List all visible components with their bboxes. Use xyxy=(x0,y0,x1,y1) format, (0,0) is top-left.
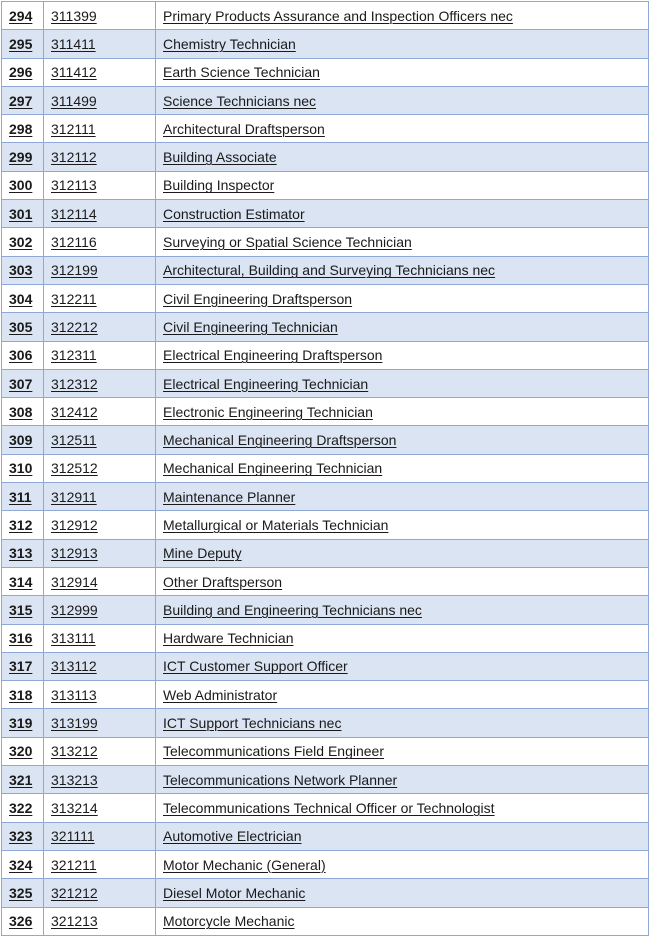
code-cell xyxy=(44,228,156,256)
occupation-title-link[interactable]: Motorcycle Mechanic xyxy=(163,913,295,930)
num-cell xyxy=(2,850,44,878)
code-cell xyxy=(44,171,156,199)
num-cell xyxy=(2,341,44,369)
code-cell xyxy=(44,30,156,58)
occupation-code-link[interactable]: 312212 xyxy=(51,318,98,335)
code-cell xyxy=(44,907,156,935)
title-cell xyxy=(156,58,649,86)
title-cell xyxy=(156,143,649,171)
occupation-code-link[interactable]: 313212 xyxy=(51,743,98,760)
title-cell xyxy=(156,850,649,878)
num-cell xyxy=(2,256,44,284)
title-cell xyxy=(156,567,649,595)
code-cell xyxy=(44,822,156,850)
occupation-table-body xyxy=(2,2,649,936)
row-number-link[interactable]: 309 xyxy=(9,432,33,449)
code-cell xyxy=(44,511,156,539)
row-number-link[interactable]: 317 xyxy=(9,658,33,675)
occupation-title-link[interactable]: Telecommunications Network Planner xyxy=(163,771,398,788)
row-number-link[interactable]: 297 xyxy=(9,92,33,109)
table-row xyxy=(2,483,649,511)
occupation-code-link[interactable]: 313113 xyxy=(51,686,97,703)
num-cell xyxy=(2,228,44,256)
num-cell xyxy=(2,907,44,935)
occupation-code-link[interactable]: 321111 xyxy=(51,828,95,845)
title-cell xyxy=(156,313,649,341)
occupation-code-link[interactable]: 321213 xyxy=(51,913,98,930)
occupation-code-link[interactable]: 312311 xyxy=(51,347,97,364)
table-row xyxy=(2,652,649,680)
num-cell xyxy=(2,58,44,86)
title-cell xyxy=(156,794,649,822)
row-number-link[interactable]: 318 xyxy=(9,686,33,703)
title-cell xyxy=(156,171,649,199)
code-cell xyxy=(44,369,156,397)
occupation-title-link[interactable]: Science Technicians nec xyxy=(163,92,317,109)
num-cell xyxy=(2,624,44,652)
table-row xyxy=(2,398,649,426)
num-cell xyxy=(2,369,44,397)
code-cell xyxy=(44,596,156,624)
code-cell xyxy=(44,624,156,652)
row-number-link[interactable]: 311 xyxy=(9,488,32,505)
title-cell xyxy=(156,454,649,482)
table-row xyxy=(2,426,649,454)
code-cell xyxy=(44,426,156,454)
row-number-link[interactable]: 325 xyxy=(9,884,33,901)
occupation-code-link[interactable]: 312199 xyxy=(51,262,98,279)
table-row xyxy=(2,228,649,256)
title-cell xyxy=(156,426,649,454)
row-number-link[interactable]: 316 xyxy=(9,630,33,647)
title-cell xyxy=(156,737,649,765)
num-cell xyxy=(2,709,44,737)
title-cell xyxy=(156,341,649,369)
code-cell xyxy=(44,341,156,369)
occupation-code-link[interactable]: 311411 xyxy=(51,35,96,52)
row-number-link[interactable]: 302 xyxy=(9,234,33,251)
occupation-title-link[interactable]: Web Administrator xyxy=(163,686,278,703)
code-cell xyxy=(44,2,156,30)
title-cell xyxy=(156,369,649,397)
row-number-link[interactable]: 310 xyxy=(9,460,33,477)
row-number-link[interactable]: 299 xyxy=(9,149,33,166)
title-cell xyxy=(156,511,649,539)
table-row xyxy=(2,143,649,171)
row-number-link[interactable]: 300 xyxy=(9,177,33,194)
title-cell xyxy=(156,398,649,426)
table-row xyxy=(2,341,649,369)
code-cell xyxy=(44,681,156,709)
table-row xyxy=(2,171,649,199)
occupation-code-link[interactable]: 312312 xyxy=(51,375,98,392)
table-row xyxy=(2,681,649,709)
occupation-code-link[interactable]: 311399 xyxy=(51,7,97,24)
occupation-code-link[interactable]: 312113 xyxy=(51,177,97,194)
row-number-link[interactable]: 304 xyxy=(9,290,33,307)
occupation-code-link[interactable]: 312512 xyxy=(51,460,98,477)
title-cell xyxy=(156,652,649,680)
num-cell xyxy=(2,822,44,850)
occupation-code-link[interactable]: 312912 xyxy=(51,516,98,533)
row-number-link[interactable]: 324 xyxy=(9,856,33,873)
row-number-link[interactable]: 326 xyxy=(9,913,33,930)
title-cell xyxy=(156,228,649,256)
table-row xyxy=(2,907,649,935)
code-cell xyxy=(44,398,156,426)
occupation-title-link[interactable]: Mechanical Engineering Technician xyxy=(163,460,383,477)
title-cell xyxy=(156,624,649,652)
num-cell xyxy=(2,313,44,341)
title-cell xyxy=(156,30,649,58)
row-number-link[interactable]: 307 xyxy=(9,375,33,392)
occupation-title-link[interactable]: Primary Products Assurance and Inspection Officers nec xyxy=(163,7,513,24)
occupation-code-link[interactable]: 313111 xyxy=(51,630,96,647)
row-number-link[interactable]: 312 xyxy=(9,516,33,533)
title-cell xyxy=(156,2,649,30)
occupation-title-link[interactable]: Metallurgical or Materials Technician xyxy=(163,516,389,533)
occupation-title-link[interactable]: Diesel Motor Mechanic xyxy=(163,884,306,901)
num-cell xyxy=(2,398,44,426)
table-row xyxy=(2,58,649,86)
row-number-link[interactable]: 320 xyxy=(9,743,33,760)
code-cell xyxy=(44,879,156,907)
occupation-code-link[interactable]: 312999 xyxy=(51,601,98,618)
title-cell xyxy=(156,907,649,935)
num-cell xyxy=(2,652,44,680)
row-number-link[interactable]: 306 xyxy=(9,347,33,364)
occupation-code-link[interactable]: 312116 xyxy=(51,234,97,251)
num-cell xyxy=(2,143,44,171)
occupation-title-link[interactable]: Automotive Electrician xyxy=(163,828,302,845)
occupation-code-link[interactable]: 312412 xyxy=(51,403,98,420)
num-cell xyxy=(2,567,44,595)
code-cell xyxy=(44,284,156,312)
title-cell xyxy=(156,284,649,312)
num-cell xyxy=(2,86,44,114)
row-number-link[interactable]: 295 xyxy=(9,35,33,52)
title-cell xyxy=(156,709,649,737)
occupation-title-link[interactable]: Architectural Draftsperson xyxy=(163,120,325,137)
title-cell xyxy=(156,822,649,850)
code-cell xyxy=(44,256,156,284)
num-cell xyxy=(2,171,44,199)
occupation-table xyxy=(1,1,649,936)
occupation-title-link[interactable]: Maintenance Planner xyxy=(163,488,296,505)
code-cell xyxy=(44,115,156,143)
table-row xyxy=(2,200,649,228)
occupation-title-link[interactable]: Earth Science Technician xyxy=(163,64,320,81)
code-cell xyxy=(44,652,156,680)
num-cell xyxy=(2,30,44,58)
occupation-title-link[interactable]: Building Inspector xyxy=(163,177,275,194)
table-row xyxy=(2,539,649,567)
table-row xyxy=(2,709,649,737)
occupation-title-link[interactable]: Building Associate xyxy=(163,149,277,166)
table-row xyxy=(2,850,649,878)
num-cell xyxy=(2,681,44,709)
row-number-link[interactable]: 313 xyxy=(9,545,33,562)
row-number-link[interactable]: 315 xyxy=(9,601,33,618)
occupation-title-link[interactable]: Building and Engineering Technicians nec xyxy=(163,601,422,618)
row-number-link[interactable]: 294 xyxy=(9,7,33,24)
occupation-title-link[interactable]: Electronic Engineering Technician xyxy=(163,403,373,420)
table-row xyxy=(2,454,649,482)
occupation-code-link[interactable]: 312114 xyxy=(51,205,97,222)
occupation-code-link[interactable]: 321212 xyxy=(51,884,98,901)
occupation-code-link[interactable]: 321211 xyxy=(51,856,97,873)
num-cell xyxy=(2,737,44,765)
row-number-link[interactable]: 321 xyxy=(9,771,33,788)
num-cell xyxy=(2,115,44,143)
occupation-code-link[interactable]: 313213 xyxy=(51,771,98,788)
num-cell xyxy=(2,596,44,624)
code-cell xyxy=(44,539,156,567)
table-row xyxy=(2,313,649,341)
row-number-link[interactable]: 308 xyxy=(9,403,33,420)
row-number-link[interactable]: 298 xyxy=(9,120,33,137)
occupation-code-link[interactable]: 312913 xyxy=(51,545,98,562)
title-cell xyxy=(156,200,649,228)
occupation-title-link[interactable]: Other Draftsperson xyxy=(163,573,283,590)
row-number-link[interactable]: 301 xyxy=(9,205,33,222)
num-cell xyxy=(2,879,44,907)
row-number-link[interactable]: 305 xyxy=(9,318,33,335)
occupation-title-link[interactable]: Architectural, Building and Surveying Technicians nec xyxy=(163,262,496,279)
code-cell xyxy=(44,58,156,86)
table-row xyxy=(2,511,649,539)
row-number-link[interactable]: 296 xyxy=(9,64,33,81)
table-row xyxy=(2,284,649,312)
occupation-code-link[interactable]: 312911 xyxy=(51,488,97,505)
row-number-link[interactable]: 314 xyxy=(9,573,33,590)
row-number-link[interactable]: 319 xyxy=(9,715,33,732)
code-cell xyxy=(44,143,156,171)
row-number-link[interactable]: 303 xyxy=(9,262,33,279)
code-cell xyxy=(44,567,156,595)
num-cell xyxy=(2,794,44,822)
row-number-link[interactable]: 323 xyxy=(9,828,33,845)
occupation-table-container xyxy=(1,1,649,936)
table-row xyxy=(2,86,649,114)
occupation-title-link[interactable]: Civil Engineering Draftsperson xyxy=(163,290,353,307)
occupation-title-link[interactable]: Electrical Engineering Technician xyxy=(163,375,369,392)
occupation-code-link[interactable]: 312914 xyxy=(51,573,98,590)
occupation-title-link[interactable]: Chemistry Technician xyxy=(163,35,296,52)
code-cell xyxy=(44,709,156,737)
num-cell xyxy=(2,2,44,30)
table-row xyxy=(2,766,649,794)
table-row xyxy=(2,256,649,284)
code-cell xyxy=(44,200,156,228)
num-cell xyxy=(2,511,44,539)
num-cell xyxy=(2,766,44,794)
occupation-title-link[interactable]: Motor Mechanic (General) xyxy=(163,856,326,873)
occupation-title-link[interactable]: ICT Support Technicians nec xyxy=(163,715,342,732)
num-cell xyxy=(2,200,44,228)
code-cell xyxy=(44,766,156,794)
occupation-title-link[interactable]: Mine Deputy xyxy=(163,545,242,562)
occupation-title-link[interactable]: Civil Engineering Technician xyxy=(163,318,338,335)
occupation-code-link[interactable]: 311412 xyxy=(51,64,97,81)
num-cell xyxy=(2,426,44,454)
occupation-code-link[interactable]: 313214 xyxy=(51,799,98,816)
table-row xyxy=(2,624,649,652)
table-row xyxy=(2,2,649,30)
code-cell xyxy=(44,794,156,822)
occupation-code-link[interactable]: 312211 xyxy=(51,290,97,307)
title-cell xyxy=(156,86,649,114)
occupation-code-link[interactable]: 312112 xyxy=(51,149,97,166)
title-cell xyxy=(156,681,649,709)
code-cell xyxy=(44,483,156,511)
code-cell xyxy=(44,454,156,482)
table-row xyxy=(2,30,649,58)
code-cell xyxy=(44,313,156,341)
occupation-title-link[interactable]: Surveying or Spatial Science Technician xyxy=(163,234,412,251)
row-number-link[interactable]: 322 xyxy=(9,799,33,816)
table-row xyxy=(2,879,649,907)
title-cell xyxy=(156,256,649,284)
title-cell xyxy=(156,115,649,143)
occupation-code-link[interactable]: 312111 xyxy=(51,120,96,137)
occupation-title-link[interactable]: ICT Customer Support Officer xyxy=(163,658,348,675)
table-row xyxy=(2,369,649,397)
table-row xyxy=(2,567,649,595)
occupation-title-link[interactable]: Construction Estimator xyxy=(163,205,305,222)
num-cell xyxy=(2,539,44,567)
occupation-title-link[interactable]: Electrical Engineering Draftsperson xyxy=(163,347,383,364)
title-cell xyxy=(156,596,649,624)
occupation-code-link[interactable]: 312511 xyxy=(51,432,97,449)
title-cell xyxy=(156,483,649,511)
code-cell xyxy=(44,737,156,765)
table-row xyxy=(2,115,649,143)
title-cell xyxy=(156,879,649,907)
num-cell xyxy=(2,284,44,312)
table-row xyxy=(2,822,649,850)
occupation-title-link[interactable]: Mechanical Engineering Draftsperson xyxy=(163,432,397,449)
occupation-title-link[interactable]: Telecommunications Field Engineer xyxy=(163,743,384,760)
occupation-code-link[interactable]: 313199 xyxy=(51,715,98,732)
num-cell xyxy=(2,483,44,511)
title-cell xyxy=(156,539,649,567)
occupation-title-link[interactable]: Hardware Technician xyxy=(163,630,294,647)
table-row xyxy=(2,737,649,765)
occupation-code-link[interactable]: 313112 xyxy=(51,658,97,675)
title-cell xyxy=(156,766,649,794)
occupation-code-link[interactable]: 311499 xyxy=(51,92,97,109)
table-row xyxy=(2,596,649,624)
table-row xyxy=(2,794,649,822)
occupation-title-link[interactable]: Telecommunications Technical Officer or Technologist xyxy=(163,799,495,816)
num-cell xyxy=(2,454,44,482)
code-cell xyxy=(44,86,156,114)
code-cell xyxy=(44,850,156,878)
